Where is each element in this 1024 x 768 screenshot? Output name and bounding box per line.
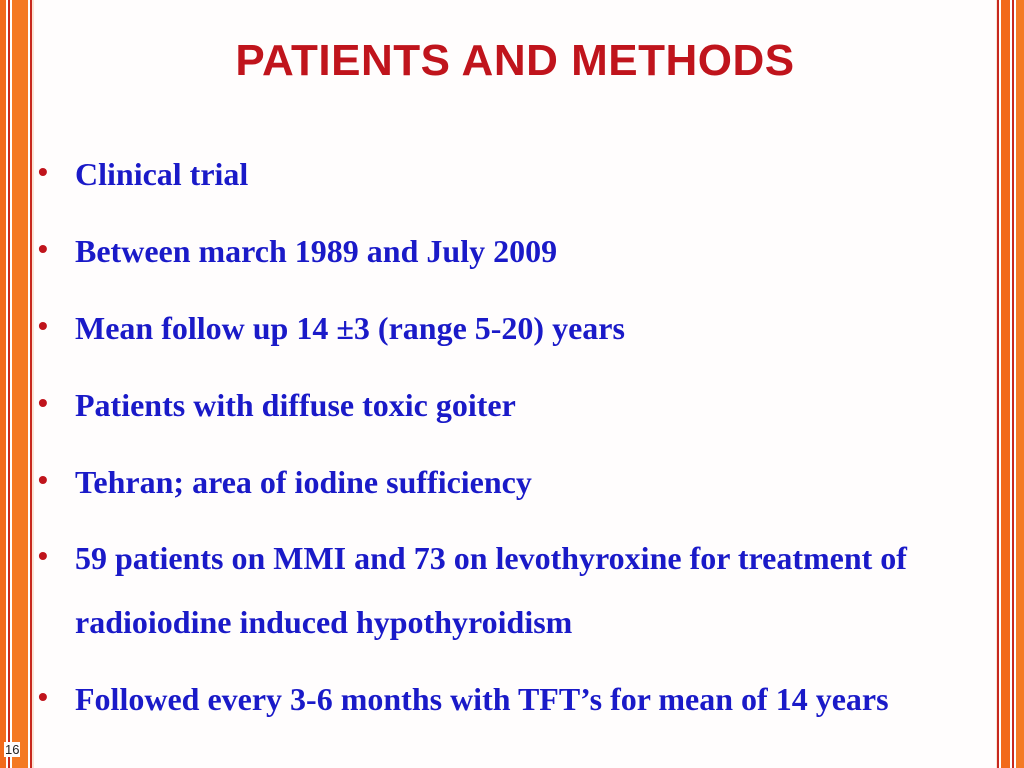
slide-number: 16	[5, 742, 20, 757]
bullet-text-line-1: 59 patients on MMI and 73 on levothyroxine for treatment of	[75, 540, 907, 576]
bullet-icon: •	[38, 156, 48, 187]
bullet-text-line-2: radioiodine induced hypothyroidism	[75, 604, 573, 640]
bullet-text: Patients with diffuse toxic goiter	[75, 387, 516, 423]
slide-title: PATIENTS AND METHODS	[235, 36, 795, 85]
bullet-icon: •	[38, 387, 48, 418]
bullet-text: Between march 1989 and July 2009	[75, 233, 558, 269]
bullet-icon: •	[38, 681, 48, 712]
bullet-icon: •	[38, 310, 48, 341]
bullet-text: Tehran; area of iodine sufficiency	[75, 464, 532, 500]
bullet-text: Clinical trial	[75, 156, 249, 192]
left-decorative-border	[0, 0, 34, 768]
bullet-icon: •	[38, 540, 48, 571]
bullet-icon: •	[38, 464, 48, 495]
bullet-text: Followed every 3-6 months with TFT’s for mean of 14 years	[75, 681, 889, 717]
bullet-icon: •	[38, 233, 48, 264]
bullet-text: Mean follow up 14 ±3 (range 5-20) years	[75, 310, 625, 346]
right-decorative-border	[996, 0, 1024, 768]
